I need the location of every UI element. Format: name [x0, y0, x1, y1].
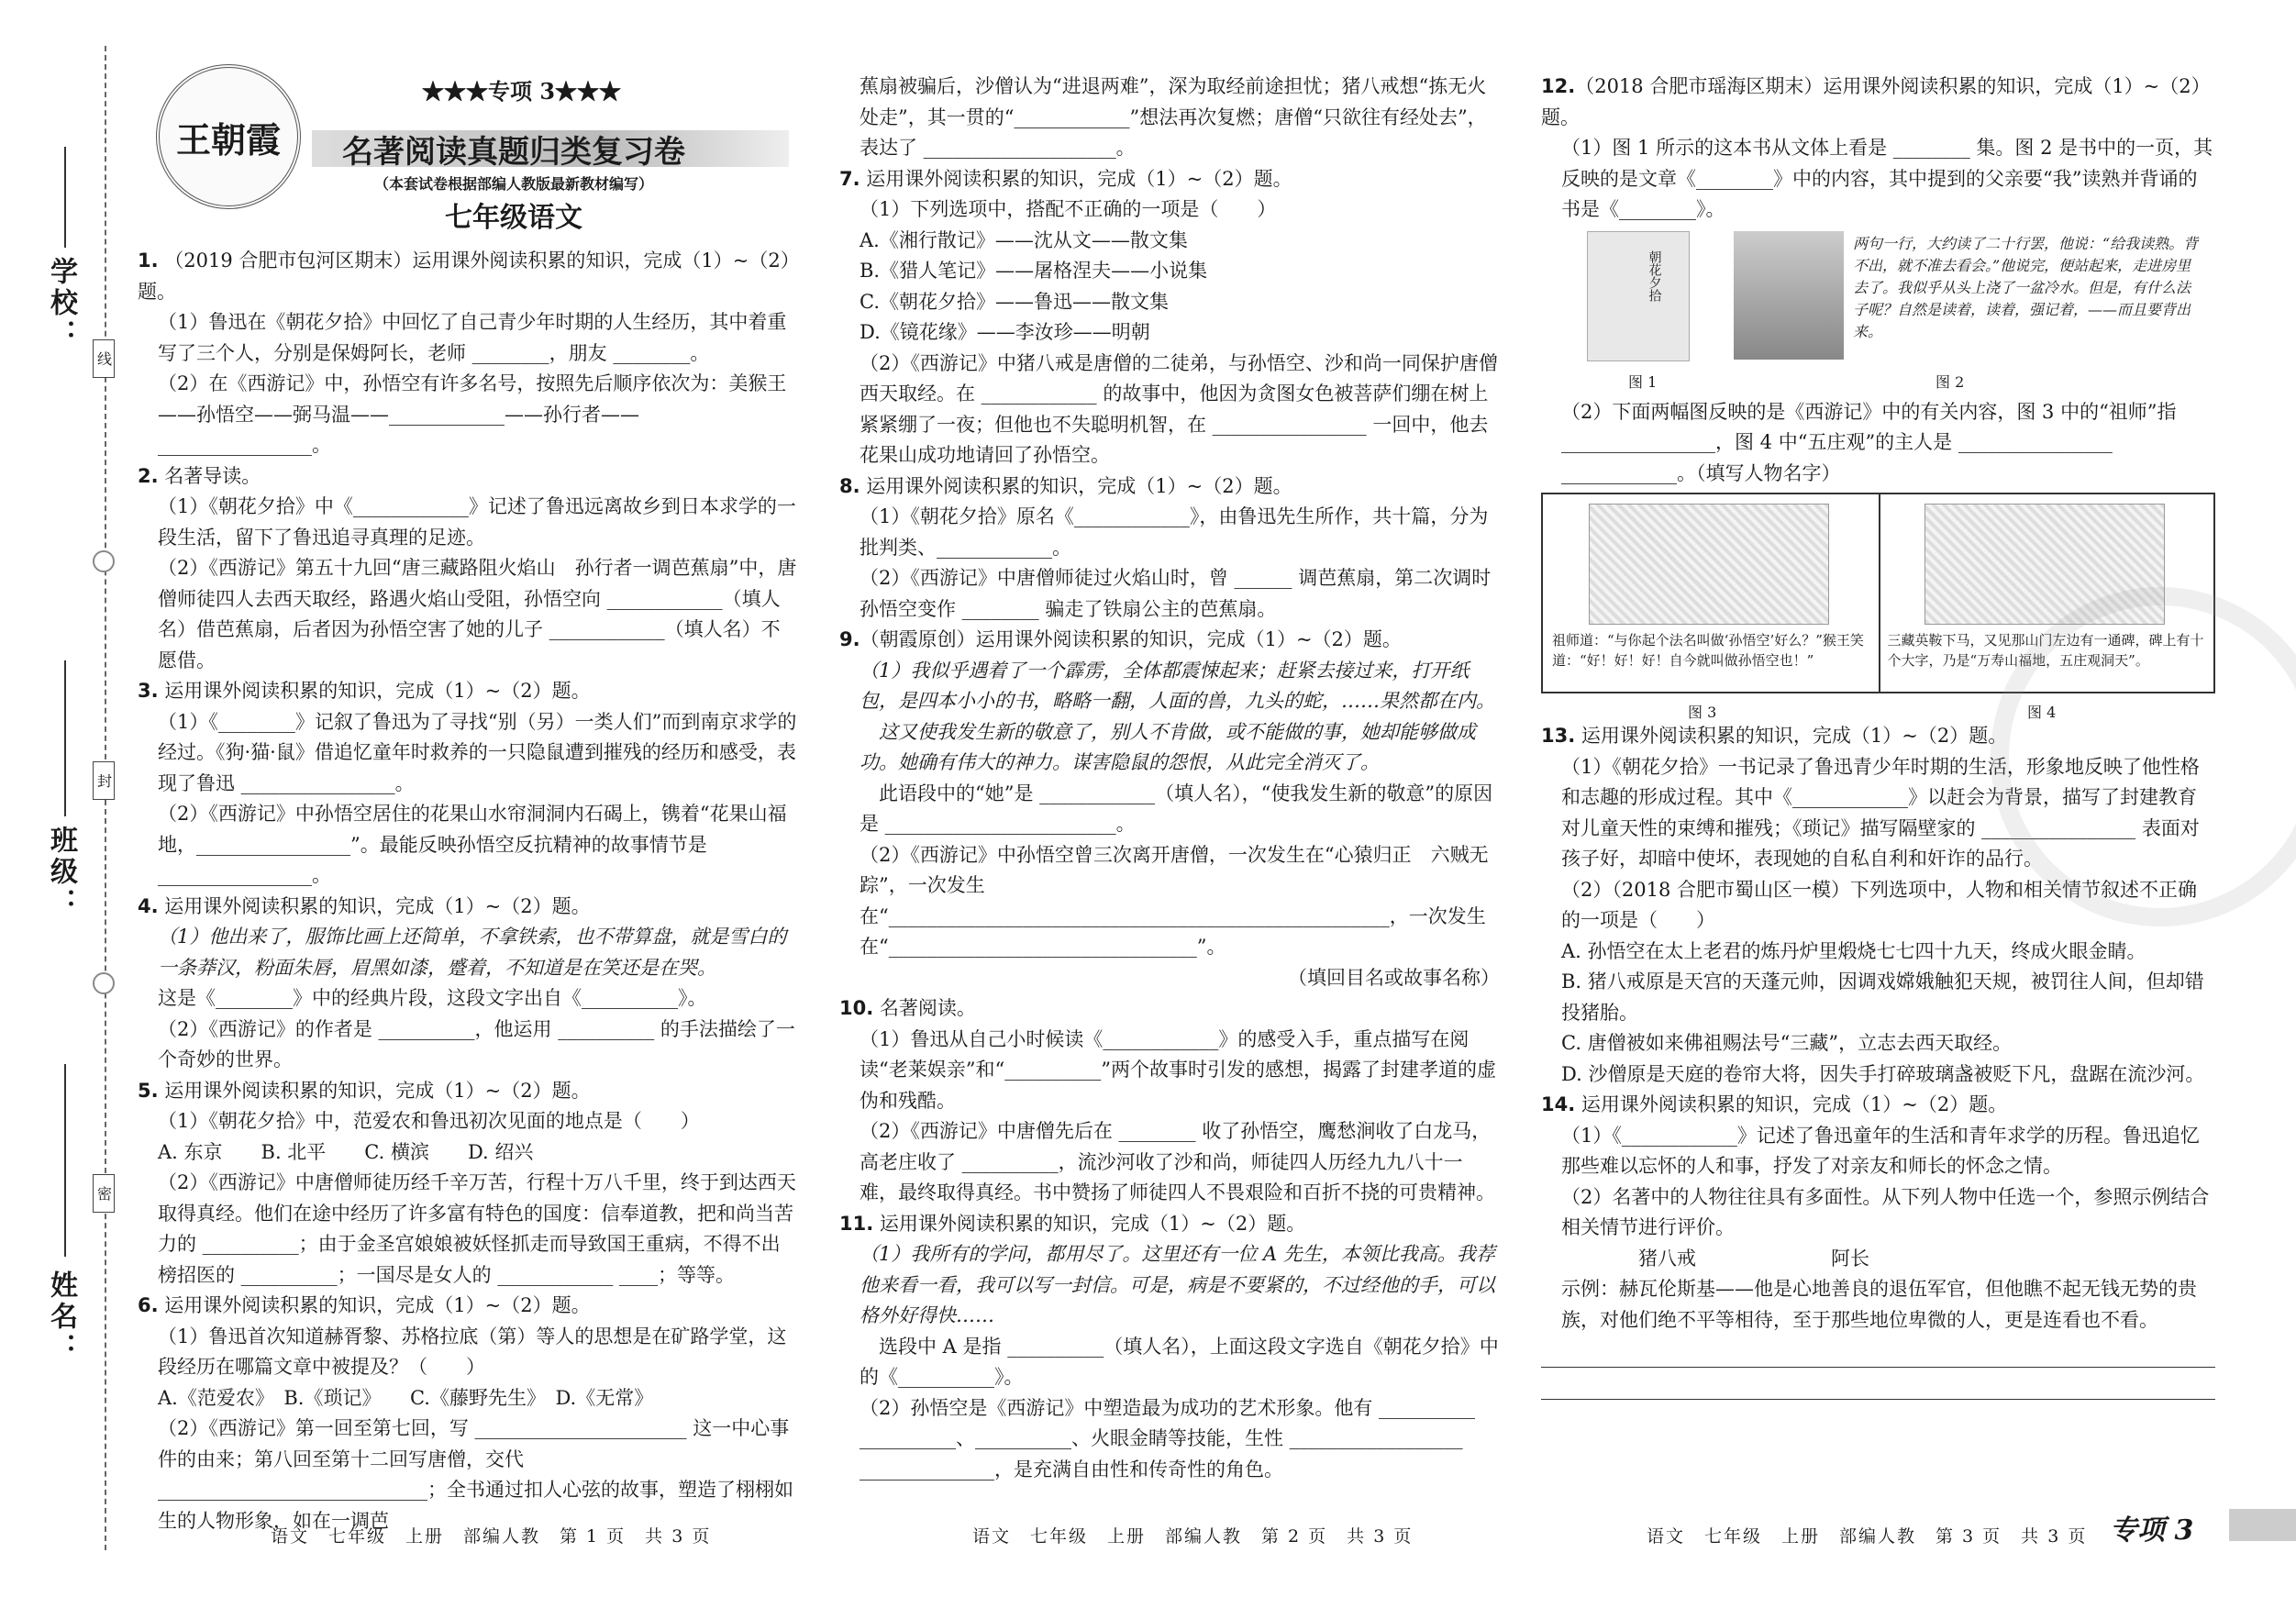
- book-cover-image: 朝花夕拾: [1587, 231, 1690, 361]
- column-2-para: （填回目名或故事名称）: [1288, 966, 1500, 989]
- column-1-para: 这是《________》中的经典片段，这段文字出自《__________》。: [158, 987, 707, 1009]
- column-1-para: 2. 名著导读。: [138, 464, 261, 487]
- column-1-para: （1）鲁迅在《朝花夕拾》中回忆了自己青少年时期的人生经历，其中着重写了三个人，分别是保姆阿长，老师 ________，朋友 ________。: [158, 311, 787, 364]
- question-13-para: B. 猪八戒原是天宫的天蓬元帅，因调戏嫦娥触犯天规，被罚往人间，但却错投猪胎。: [1561, 970, 2204, 1024]
- footer-page-2: 语文 七年级 上册 部编人教 第 2 页 共 3 页: [972, 1526, 1414, 1547]
- figure-3-image: [1589, 504, 1829, 625]
- figure-4-text: 三藏英鞍下马，又见那山门左边有一通碑，碑上有十个大字，乃是“万寿山福地，五庄观洞天”。: [1887, 632, 2204, 669]
- paper-title: 名著阅读真题归类复习卷: [342, 134, 685, 171]
- column-2-para: （2）《西游记》中唐僧先后在 ________ 收了孙悟空，鹰愁涧收了白龙马，高老庄收了 __________，流沙河收了沙和尚，师徒四人历经九九八十一难，最终取得真经。书中赞扬了师徒四人不畏艰险和百折不挠的可贵精神。: [860, 1120, 1495, 1203]
- column-2-para: （1）鲁迅从自己小时候读《____________》的感受入手，重点描写在阅读“老莱娱亲”和“__________”两个故事时引发的感想，揭露了封建孝道的虚伪和残酷。: [860, 1027, 1496, 1112]
- illustration-image: [1734, 231, 1844, 360]
- figure-3-caption: 图 3: [1688, 704, 1717, 721]
- column-2-para: （1）我似乎遇着了一个霹雳，全体都震悚起来；赶紧去接过来，打开纸包，是四本小小的书，略略一翻，人面的兽，九头的蛇，……果然都在内。: [860, 659, 1495, 712]
- column-2-para: 8. 运用课外阅读积累的知识，完成（1）~（2）题。: [839, 474, 1292, 497]
- footer-page-3: 语文 七年级 上册 部编人教 第 3 页 共 3 页: [1647, 1526, 2088, 1547]
- question-14-para: 14. 运用课外阅读积累的知识，完成（1）~（2）题。: [1541, 1093, 2008, 1115]
- column-1-para: （1）《朝花夕拾》中，范爱农和鲁迅初次见面的地点是（ ）: [158, 1110, 700, 1132]
- question-13-para: （1）《朝花夕拾》一书记录了鲁迅青少年时期的生活，形象地反映了他性格和志趣的形成过程。其中《____________》以赶会为背景，描写了封建教育对儿童天性的束缚和摧残；《琐记》描写隔壁家的 ________________ 表面对孩子好，却暗中使坏，表现她的自私自利和奸诈的品行。: [1561, 755, 2200, 870]
- class-blank: [64, 660, 66, 816]
- footer-page-1: 语文 七年级 上册 部编人教 第 1 页 共 3 页: [271, 1526, 712, 1547]
- column-2-para: （1）《朝花夕拾》原名《____________》，由鲁迅先生所作，共十篇，分为批判类、____________。: [860, 505, 1489, 559]
- paper-subtitle: （本套试卷根据部编人教版最新教材编写）: [373, 175, 653, 193]
- name-blank: [64, 1064, 66, 1257]
- column-2-para: （2）《西游记》中孙悟空曾三次离开唐僧，一次发生在“心猿归正 六贼无踪”，一次发生在“____________________________________________________，一次发生在“________________________________”。: [860, 843, 1489, 958]
- question-13-para: C. 唐僧被如来佛祖赐法号“三藏”，立志去西天取经。: [1561, 1032, 2013, 1054]
- question-14-para: （1）《____________》记述了鲁迅童年的生活和青年求学的历程。鲁迅追忆那些难以忘怀的人和事，抒发了对亲友和师长的怀念之情。: [1561, 1124, 2200, 1177]
- footer-tag-bar: [2229, 1509, 2296, 1541]
- school-blank: [64, 147, 66, 248]
- binding-strip: [0, 0, 138, 1597]
- column-1-para: （2）《西游记》中唐僧师徒历经千辛万苦，行程十万八千里，终于到达西天取得真经。他们在途中经历了许多富有特色的国度：信奉道教，把和尚当苦力的 __________；由于金圣宫娘娘被妖怪抓走而导致国王重病，不得不出榜招医的 __________；一国尽是女人的 ____________ ____；等等。: [158, 1171, 796, 1286]
- question-14-para: 猪八戒 阿长: [1561, 1247, 1869, 1270]
- column-1-para: （1）他出来了，服饰比画上还简单，不拿铁索，也不带算盘，就是雪白的一条莽汉，粉面朱唇，眉黑如漆，蹙着，不知道是在笑还是在哭。: [158, 926, 787, 979]
- column-1-para: 3. 运用课外阅读积累的知识，完成（1）~（2）题。: [138, 680, 591, 702]
- school-label: 学校：: [45, 257, 77, 350]
- column-2-para: A.《湘行散记》——沈从文——散文集: [860, 228, 1188, 251]
- name-label: 姓名：: [45, 1270, 77, 1364]
- page-column-1: [138, 246, 798, 1536]
- brand-logo: 王朝霞: [156, 64, 301, 209]
- question-13-para: D. 沙僧原是天庭的卷帘大将，因失手打碎玻璃盏被贬下凡，盘踞在流沙河。: [1561, 1062, 2205, 1085]
- question-12-part1: （1）图 1 所示的这本书从文体上看是 ________ 集。图 2 是书中的一页，其反映的是文章《________》中的内容，其中提到的父亲要“我”读熟并背诵的书是《________》。: [1561, 137, 2213, 220]
- figure-4-caption: 图 4: [2027, 704, 2057, 721]
- column-1-para: （1）鲁迅首次知道赫胥黎、苏格拉底（第）等人的思想是在矿路学堂，这段经历在哪篇文章中被提及？（ ）: [158, 1325, 787, 1378]
- paper-header: [147, 64, 789, 238]
- question-14-para: （2）名著中的人物往往具有多面性。从下列人物中任选一个，参照示例结合相关情节进行评价。: [1561, 1185, 2210, 1238]
- column-1-para: （2）《西游记》中孙悟空居住的花果山水帘洞洞内石碣上，镌着“花果山福地，________________”。最能反映孙悟空反抗精神的故事情节是 ________________。: [158, 803, 787, 886]
- column-1-para: 1. （2019 合肥市包河区期末）运用课外阅读积累的知识，完成（1）~（2）题。: [138, 250, 791, 303]
- column-1-para: 6. 运用课外阅读积累的知识，完成（1）~（2）题。: [138, 1294, 591, 1316]
- column-1-para: 5. 运用课外阅读积累的知识，完成（1）~（2）题。: [138, 1079, 591, 1102]
- column-1-para: A.《范爱农》 B.《琐记》 C.《藤野先生》 D.《无常》: [158, 1386, 654, 1409]
- question-12-intro: 12.（2018 合肥市瑶海区期末）运用课外阅读积累的知识，完成（1）~（2）题。: [1541, 75, 2211, 128]
- column-1-para: （2）《西游记》第一回至第七回，写 ______________________ 这一中心事件的由来；第八回至第十二回写唐僧，交代 ____________________________；全书通过扣人心弦的故事，塑造了栩栩如生的人物形象，如在一调芭: [158, 1417, 793, 1532]
- column-1-para: （1）《朝花夕拾》中《____________》记述了鲁迅远离故乡到日本求学的一段生活，留下了鲁迅追寻真理的足迹。: [158, 495, 796, 549]
- question-13-para: 13. 运用课外阅读积累的知识，完成（1）~（2）题。: [1541, 725, 2008, 747]
- binding-hole: [93, 550, 115, 572]
- column-1-para: A. 东京 B. 北平 C. 横滨 D. 绍兴: [158, 1140, 534, 1163]
- class-label: 班级：: [45, 826, 77, 919]
- column-1-para: （1）《________》记叙了鲁迅为了寻找“别（另）一类人们”而到南京求学的经过。《狗·猫·鼠》借追忆童年时救养的一只隐鼠遭到摧残的经历和感受，表现了鲁迅 ________________。: [158, 710, 797, 794]
- figure-2-caption: 图 2: [1936, 372, 1965, 391]
- column-2-para: 此语段中的“她”是 ____________（填人名），“使我发生新的敬意”的原因是 ________________________。: [860, 782, 1493, 835]
- question-14-para: 示例：赫瓦伦斯基——他是心地善良的退伍军官，但他瞧不起无钱无势的贵族，对他们绝不平等相待，至于那些地位卑微的人，更是连看也不看。: [1561, 1278, 2197, 1331]
- mark-dense: 密: [93, 1174, 115, 1213]
- column-2-para: （1）我所有的学问，都用尽了。这里还有一位 A 先生，本领比我高。我荐他来看一看，我可以写一封信。可是，病是不要紧的，不过经他的手，可以格外好得快……: [860, 1243, 1495, 1326]
- column-2-para: B.《猎人笔记》——屠格涅夫——小说集: [860, 260, 1208, 282]
- column-2-para: 选段中 A 是指 __________（填人名），上面这段文字选自《朝花夕拾》中的《__________》。: [860, 1335, 1499, 1388]
- column-2-para: 11. 运用课外阅读积累的知识，完成（1）~（2）题。: [839, 1212, 1306, 1235]
- figure-row-1-2: [1541, 231, 2215, 392]
- column-1-para: 4. 运用课外阅读积累的知识，完成（1）~（2）题。: [138, 894, 591, 917]
- mark-line: 线: [93, 339, 115, 378]
- page-column-2: [839, 72, 1500, 1485]
- column-2-para: C.《朝花夕拾》——鲁迅——散文集: [860, 290, 1169, 313]
- question-13-para: （2）（2018 合肥市蜀山区一模）下列选项中，人物和相关情节叙述不正确的一项是（ ）: [1561, 878, 2197, 931]
- mark-seal: 封: [93, 761, 115, 800]
- question-14: [1541, 1090, 2215, 1336]
- figure-2-text: 两句一行，大约读了二十行罢，他说：“给我读熟。背不出，就不准去看会。”他说完，便站起来，走进房里去了。我似乎从头上浇了一盆冷水。但是，有什么法子呢？自然是读着，读着，强记着，——而且要背出来。: [1853, 234, 2199, 340]
- footer-section-tag: 专项 3: [2110, 1514, 2194, 1547]
- column-2-para: 10. 名著阅读。: [839, 997, 976, 1019]
- section-tag: ★★★专项 3★★★: [422, 78, 622, 105]
- column-1-para: （2）《西游记》的作者是 __________，他运用 __________ 的手法描绘了一个奇妙的世界。: [158, 1017, 795, 1070]
- answer-line[interactable]: [1541, 1371, 2215, 1400]
- question-13-para: A. 孙悟空在太上老君的炼丹炉里煅烧七七四十九天，终成火眼金睛。: [1561, 939, 2146, 962]
- column-2-para: （2）《西游记》中猪八戒是唐僧的二徒弟，与孙悟空、沙和尚一同保护唐僧西天取经。在 ____________ 的故事中，他因为贪图女色被菩萨们绷在树上紧紧绷了一夜；但他也不失聪明机智，在 ________________ 一回中，他去花果山成功地请回了孙悟空。: [860, 351, 1498, 466]
- column-2-para: 7. 运用课外阅读积累的知识，完成（1）~（2）题。: [839, 167, 1292, 190]
- column-1-para: （2）《西游记》第五十九回“唐三藏路阻火焰山 孙行者一调芭蕉扇”中，唐僧师徒四人去西天取经，路遇火焰山受阻，孙悟空向 ____________（填人名）借芭蕉扇，后者因为孙悟空害了她的儿子 ____________（填人名）不愿借。: [158, 557, 797, 671]
- binding-hole: [93, 972, 115, 994]
- column-2-para: 9.（朝霞原创）运用课外阅读积累的知识，完成（1）~（2）题。: [839, 628, 1402, 650]
- figure-3: [1543, 494, 1880, 692]
- figure-1-caption: 图 1: [1628, 372, 1658, 391]
- column-2-para: （2）《西游记》中唐僧师徒过火焰山时，曾 ______ 调芭蕉扇，第二次调时孙悟空变作 ________ 骗走了铁扇公主的芭蕉扇。: [860, 567, 1492, 620]
- column-2-para: （2）孙悟空是《西游记》中塑造最为成功的艺术形象。他有 __________ __________、__________、火眼金睛等技能，生性 __________________ ______________，是充满自由性和传奇性的角色。: [860, 1396, 1476, 1481]
- column-2-para: 这又使我发生新的敬意了，别人不肯做，或不能做的事，她却能够做成功。她确有伟大的神力。谋害隐鼠的怨恨，从此完全消灭了。: [860, 720, 1476, 773]
- column-2-para: 蕉扇被骗后，沙僧认为“进退两难”，深为取经前途担忧；猪八戒想“拣无火处走”，其一贯的“____________”想法再次复燃；唐僧“只欲往有经处去”，表达了 ____________________。: [860, 75, 1487, 159]
- grade-title: 七年级语文: [445, 202, 582, 234]
- question-12-part2: （2）下面两幅图反映的是《西游记》中的有关内容，图 3 中的“祖师”指 ________________，图 4 中“五庄观”的主人是 ________________ ____________。（填写人物名字）: [1561, 400, 2177, 484]
- column-1-para: （2）在《西游记》中，孙悟空有许多名号，按照先后顺序依次为：美猴王——孙悟空——弼马温——____________——孙行者——________________。: [158, 372, 787, 456]
- column-2-para: D.《镜花缘》——李汝珍——明朝: [860, 321, 1150, 343]
- figure-3-text: 祖师道：“与你起个法名叫做‘孙悟空’好么？”猴王笑道：“好！好！好！自今就叫做孙悟空也！”: [1552, 632, 1864, 669]
- answer-line[interactable]: [1541, 1339, 2215, 1368]
- column-2-para: （1）下列选项中，搭配不正确的一项是（ ）: [860, 198, 1277, 220]
